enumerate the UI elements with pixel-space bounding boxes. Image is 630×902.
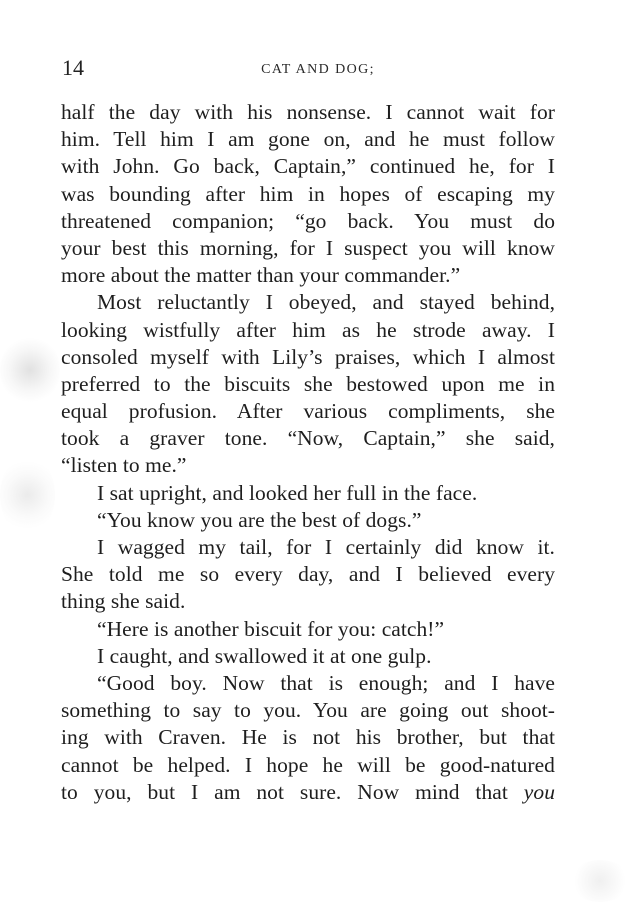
paper-speckle bbox=[0, 335, 60, 405]
text-line: I caught, and swallowed it at one gulp. bbox=[97, 643, 432, 668]
text-line: something to say to you. You are going out shoot- bbox=[61, 698, 555, 723]
text-line: “You know you are the best of dogs.” bbox=[97, 507, 422, 532]
page-number: 14 bbox=[62, 55, 84, 80]
text-line: She told me so every day, and I believed every bbox=[61, 562, 555, 587]
text-line: your best this morning, for I suspect you will know bbox=[61, 235, 555, 260]
paper-speckle bbox=[570, 860, 630, 902]
text-line: consoled myself with Lily’s praises, which I almost bbox=[61, 344, 555, 369]
text-line: “Here is another biscuit for you: catch!” bbox=[97, 616, 445, 641]
running-title: CAT AND DOG; bbox=[261, 62, 375, 77]
text-line: equal profusion. After various compliments, she bbox=[61, 399, 555, 424]
italic-word: you bbox=[523, 779, 555, 804]
text-line: “Good boy. Now that is enough; and I have bbox=[97, 670, 555, 695]
text-line: half the day with his nonsense. I cannot wait for bbox=[61, 100, 555, 124]
text-line: cannot be helped. I hope he will be good-natured bbox=[61, 752, 555, 777]
text-line: Most reluctantly I obeyed, and stayed behind, bbox=[97, 290, 555, 315]
text-line: was bounding after him in hopes of escaping my bbox=[61, 181, 555, 206]
body-text bbox=[61, 99, 555, 806]
text-line: took a graver tone. “Now, Captain,” she said, bbox=[61, 426, 555, 451]
text-line: with John. Go back, Captain,” continued he, for I bbox=[61, 154, 555, 179]
text-line-final bbox=[61, 779, 555, 806]
text-line: preferred to the biscuits she bestowed upon me in bbox=[61, 371, 555, 396]
text-line: more about the matter than your commander.” bbox=[61, 263, 461, 288]
paper-speckle bbox=[0, 455, 55, 535]
text-line: looking wistfully after him as he strode away. I bbox=[61, 317, 555, 342]
text-line: “listen to me.” bbox=[61, 453, 187, 478]
text-line: ing with Craven. He is not his brother, but that bbox=[61, 725, 555, 750]
text-line: thing she said. bbox=[61, 589, 186, 614]
line-text: to you, but I am not sure. Now mind that bbox=[61, 779, 508, 804]
text-line: I sat upright, and looked her full in the face. bbox=[97, 480, 478, 505]
text-line: him. Tell him I am gone on, and he must follow bbox=[61, 127, 555, 152]
text-line: I wagged my tail, for I certainly did know it. bbox=[97, 535, 555, 559]
text-line: threatened companion; “go back. You must do bbox=[61, 208, 555, 233]
